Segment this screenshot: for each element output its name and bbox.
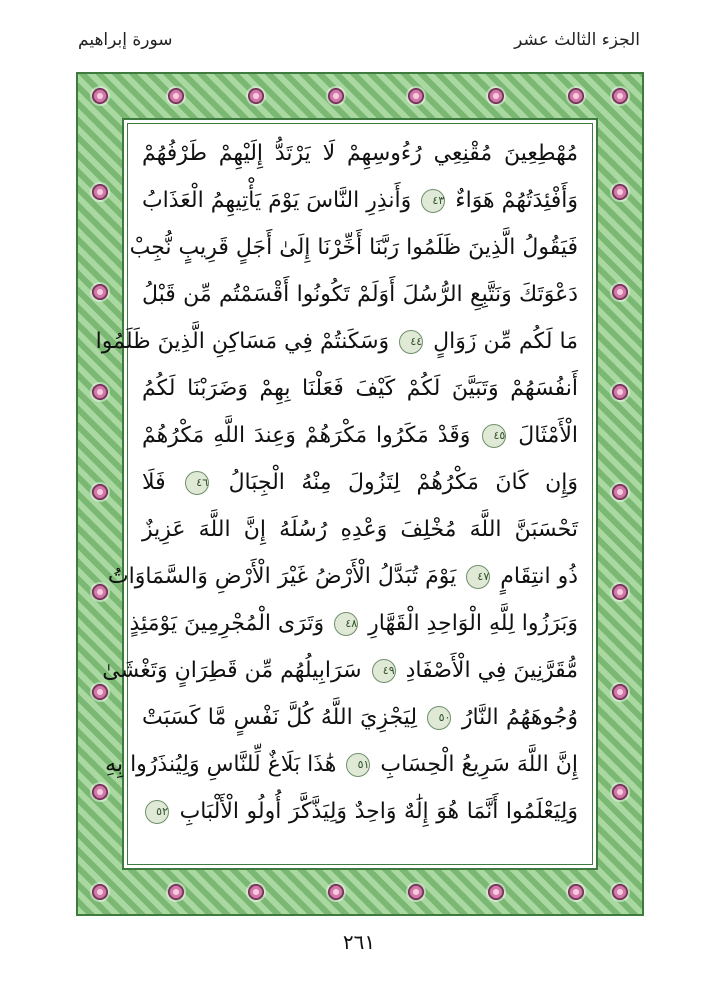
verse-line: [142, 694, 578, 741]
verse-text: مَا لَكُم مِّن زَوَالٍ: [433, 329, 578, 354]
flower-ornament-icon: [92, 484, 108, 500]
verse-text-continuation: وَقَدْ مَكَرُوا مَكْرَهُمْ وَعِندَ اللَّهِ مَكْرُهُمْ: [142, 423, 471, 448]
verse-text-continuation: يَوْمَ تُبَدَّلُ الْأَرْضُ غَيْرَ الْأَرْضِ وَالسَّمَاوَاتُ: [107, 564, 457, 589]
flower-ornament-icon: [488, 884, 504, 900]
verse-text: وُجُوهَهُمُ النَّارُ: [461, 705, 579, 730]
verse-text: وَلِيَعْلَمُوا أَنَّمَا هُوَ إِلَٰهٌ وَاحِدٌ وَلِيَذَّكَّرَ أُولُو الْأَلْبَابِ: [179, 799, 578, 824]
flower-ornament-icon: [248, 88, 264, 104]
verse-text: وَأَفْئِدَتُهُمْ هَوَاءٌ: [455, 188, 578, 213]
verse-text-continuation: وَتَرَى الْمُجْرِمِينَ يَوْمَئِذٍ: [129, 611, 325, 636]
flower-ornament-icon: [92, 184, 108, 200]
flower-ornament-icon: [612, 584, 628, 600]
flower-ornament-icon: [612, 884, 628, 900]
verse-lines: [95, 130, 579, 858]
ayah-number-marker: ٤٣: [421, 189, 445, 213]
verse-line: [95, 318, 578, 365]
ayah-number-marker: ٥٢: [145, 800, 169, 824]
flower-ornament-icon: [612, 184, 628, 200]
verse-text-continuation: لِيَجْزِيَ اللَّهُ كُلَّ نَفْسٍ مَّا كَسَبَتْ: [142, 705, 418, 730]
flower-ornament-icon: [92, 384, 108, 400]
ayah-number-marker: ٤٥: [482, 424, 506, 448]
verse-line: [142, 130, 578, 177]
flower-ornament-icon: [568, 88, 584, 104]
ayah-number-marker: ٥١: [346, 753, 370, 777]
flower-ornament-icon: [328, 88, 344, 104]
flower-ornament-icon: [328, 884, 344, 900]
flower-ornament-icon: [488, 88, 504, 104]
verse-text: تَحْسَبَنَّ اللَّهَ مُخْلِفَ وَعْدِهِ رُسُلَهُ إِنَّ اللَّهَ عَزِيزٌ: [142, 517, 578, 542]
flower-ornament-icon: [612, 784, 628, 800]
verse-text: مُّقَرَّنِينَ فِي الْأَصْفَادِ: [405, 658, 578, 683]
verse-line: [142, 412, 578, 459]
verse-text-continuation: وَسَكَنتُمْ فِي مَسَاكِنِ الَّذِينَ ظَلَمُوا: [95, 329, 390, 354]
verse-text: فَيَقُولُ الَّذِينَ ظَلَمُوا رَبَّنَا أَخِّرْنَا إِلَىٰ أَجَلٍ قَرِيبٍ نُّجِبْ: [129, 235, 578, 260]
verse-text-continuation: وَأَنذِرِ النَّاسَ يَوْمَ يَأْتِيهِمُ الْعَذَابُ: [141, 188, 412, 213]
verse-line: [142, 788, 578, 835]
verse-line: [142, 506, 578, 553]
verse-line: [107, 553, 578, 600]
verse-line: [142, 365, 578, 412]
flower-ornament-icon: [612, 284, 628, 300]
surah-name: سورة إبراهيم: [78, 30, 173, 50]
verse-text: وَبَرَزُوا لِلَّهِ الْوَاحِدِ الْقَهَّارِ: [368, 611, 578, 636]
verse-line: [142, 177, 578, 224]
ornamental-border-frame: [76, 72, 644, 916]
flower-ornament-icon: [568, 884, 584, 900]
flower-ornament-icon: [248, 884, 264, 900]
verse-line: [142, 271, 578, 318]
page-header: [0, 0, 718, 60]
verse-text-continuation: هَٰذَا بَلَاغٌ لِّلنَّاسِ وَلِيُنذَرُوا بِهِ: [105, 752, 337, 777]
verse-line: [105, 741, 578, 788]
verse-text: مُهْطِعِينَ مُقْنِعِي رُءُوسِهِمْ لَا يَرْتَدُّ إِلَيْهِمْ طَرْفُهُمْ: [142, 141, 578, 166]
verse-line: [142, 459, 578, 506]
flower-ornament-icon: [612, 88, 628, 104]
verse-text-continuation: فَلَا: [142, 470, 166, 495]
verse-text: وَإِن كَانَ مَكْرُهُمْ لِتَزُولَ مِنْهُ الْجِبَالُ: [228, 470, 578, 495]
ayah-number-marker: ٥٠: [427, 706, 451, 730]
flower-ornament-icon: [92, 884, 108, 900]
verse-line: [102, 647, 578, 694]
ayah-number-marker: ٤٧: [466, 565, 490, 589]
ayah-number-marker: ٤٦: [185, 471, 209, 495]
flower-ornament-icon: [92, 284, 108, 300]
text-panel: [95, 118, 598, 870]
flower-ornament-icon: [408, 88, 424, 104]
flower-ornament-icon: [92, 584, 108, 600]
verse-text: دَعْوَتَكَ وَنَتَّبِعِ الرُّسُلَ أَوَلَمْ تَكُونُوا أَقْسَمْتُم مِّن قَبْلُ: [142, 282, 578, 307]
flower-ornament-icon: [612, 384, 628, 400]
verse-line: [129, 224, 578, 271]
flower-ornament-icon: [612, 684, 628, 700]
flower-ornament-icon: [408, 884, 424, 900]
ayah-number-marker: ٤٤: [399, 330, 423, 354]
ayah-number-marker: ٤٩: [372, 659, 396, 683]
verse-text-continuation: سَرَابِيلُهُم مِّن قَطِرَانٍ وَتَغْشَىٰ: [102, 658, 362, 683]
juz-name: الجزء الثالث عشر: [514, 30, 640, 50]
verse-text: إِنَّ اللَّهَ سَرِيعُ الْحِسَابِ: [380, 752, 578, 777]
flower-ornament-icon: [168, 88, 184, 104]
verse-text: الْأَمْثَالَ: [518, 423, 578, 448]
flower-ornament-icon: [168, 884, 184, 900]
verse-text: أَنفُسَهُمْ وَتَبَيَّنَ لَكُمْ كَيْفَ فَعَلْنَا بِهِمْ وَضَرَبْنَا لَكُمُ: [142, 376, 578, 401]
verse-text: ذُو انتِقَامٍ: [500, 564, 578, 589]
flower-ornament-icon: [612, 484, 628, 500]
page-number: ٢٦١: [342, 930, 376, 954]
verse-line: [129, 600, 578, 647]
ayah-number-marker: ٤٨: [334, 612, 358, 636]
flower-ornament-icon: [92, 88, 108, 104]
